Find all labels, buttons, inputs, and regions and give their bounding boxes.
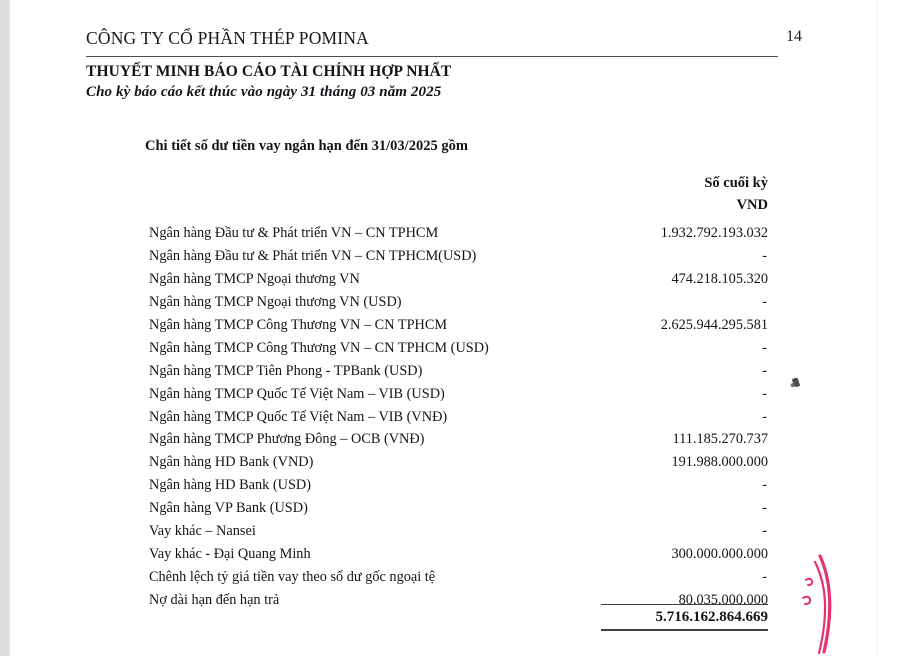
table-row [149,222,768,245]
loan-amount-value: 300.000.000.000 [671,546,768,563]
loan-source-label: Ngân hàng TMCP Ngoại thương VN [149,270,360,287]
loan-source-label: Vay khác - Đại Quang Minh [149,546,311,563]
red-stamp-mark [800,552,860,656]
loan-source-label: Ngân hàng TMCP Quốc Tế Việt Nam – VIB (USD) [149,385,445,402]
loan-source-label: Ngân hàng HD Bank (USD) [149,477,312,494]
table-row [149,314,768,337]
loan-source-label: Vay khác – Nansei [149,523,256,540]
page-number: 14 [786,28,802,45]
table-row [149,497,768,520]
column-header-currency: VND [736,197,768,213]
total-rule-bottom [601,629,768,631]
table-row [149,520,768,543]
table-row [149,245,768,268]
loan-amount-value: - [762,362,767,379]
loan-amount-value: 1.932.792.193.032 [660,225,768,241]
loan-amount-value: - [762,293,767,310]
loan-source-label: Ngân hàng TMCP Tiên Phong - TPBank (USD) [149,362,423,379]
loan-source-label: Ngân hàng TMCP Công Thương VN – CN TPHCM (USD) [149,339,489,356]
scan-left-edge [0,0,9,656]
loan-amount-value: - [762,477,767,494]
loan-amount-value: - [762,385,767,402]
table-row [149,543,768,566]
scan-left-edge-inner [9,0,11,656]
short-term-loan-table [149,222,768,612]
loan-source-label: Chênh lệch tỷ giá tiền vay theo số dư gốc ngoại tệ [149,569,436,586]
table-row [149,268,768,291]
loan-amount-value: 2.625.944.295.581 [660,316,768,333]
header-divider [86,56,778,57]
loan-source-label: Ngân hàng TMCP Ngoại thương VN (USD) [149,293,402,310]
table-row [149,474,768,497]
loan-amount-value: - [762,523,767,540]
table-row [149,291,768,314]
loan-amount-value: 111.185.270.737 [672,431,768,448]
table-row [149,428,768,451]
footer-cut-text [197,648,717,656]
report-title: THUYẾT MINH BÁO CÁO TÀI CHÍNH HỢP NHẤT [86,63,452,80]
loan-amount-value: 191.988.000.000 [671,454,768,471]
loan-source-label: Nợ dài hạn đến hạn trả [149,592,280,608]
scan-right-line [877,0,878,656]
loan-amount-value: - [762,500,767,517]
scan-speck-artifact [792,377,800,387]
loan-amount-value: - [762,569,767,586]
total-block [601,604,768,631]
loan-source-label: Ngân hàng TMCP Công Thương VN – CN TPHCM [149,316,448,333]
loan-source-label: Ngân hàng Đầu tư & Phát triển VN – CN TPHCM(USD) [149,247,477,264]
table-row [149,406,768,429]
document-header [86,28,778,49]
loan-amount-value: - [762,339,767,356]
report-period: Cho kỳ báo cáo kết thúc vào ngày 31 tháng 03 năm 2025 [86,84,442,100]
loan-source-label: Ngân hàng TMCP Quốc Tế Việt Nam – VIB (VNĐ) [149,408,448,425]
total-value: 5.716.162.864.669 [655,609,768,625]
loan-source-label: Ngân hàng HD Bank (VND) [149,454,314,471]
table-row [149,383,768,406]
table-row [149,360,768,383]
loan-amount-value: 80.035.000.000 [678,592,768,608]
loan-source-label: Ngân hàng TMCP Phương Đông – OCB (VNĐ) [149,431,425,448]
loan-amount-value: - [762,247,767,264]
company-name: CÔNG TY CỔ PHẦN THÉP POMINA [86,28,369,48]
loan-amount-value: 474.218.105.320 [671,270,768,287]
table-row [149,451,768,474]
column-header-period: Số cuối kỳ [704,175,768,191]
loan-source-label: Ngân hàng Đầu tư & Phát triển VN – CN TPHCM [149,225,439,241]
table-row [149,337,768,360]
section-heading: Chi tiết số dư tiền vay ngắn hạn đến 31/03/2025 gồm [145,138,468,154]
table-row [149,566,768,589]
loan-source-label: Ngân hàng VP Bank (USD) [149,500,308,517]
loan-amount-value: - [762,408,767,425]
